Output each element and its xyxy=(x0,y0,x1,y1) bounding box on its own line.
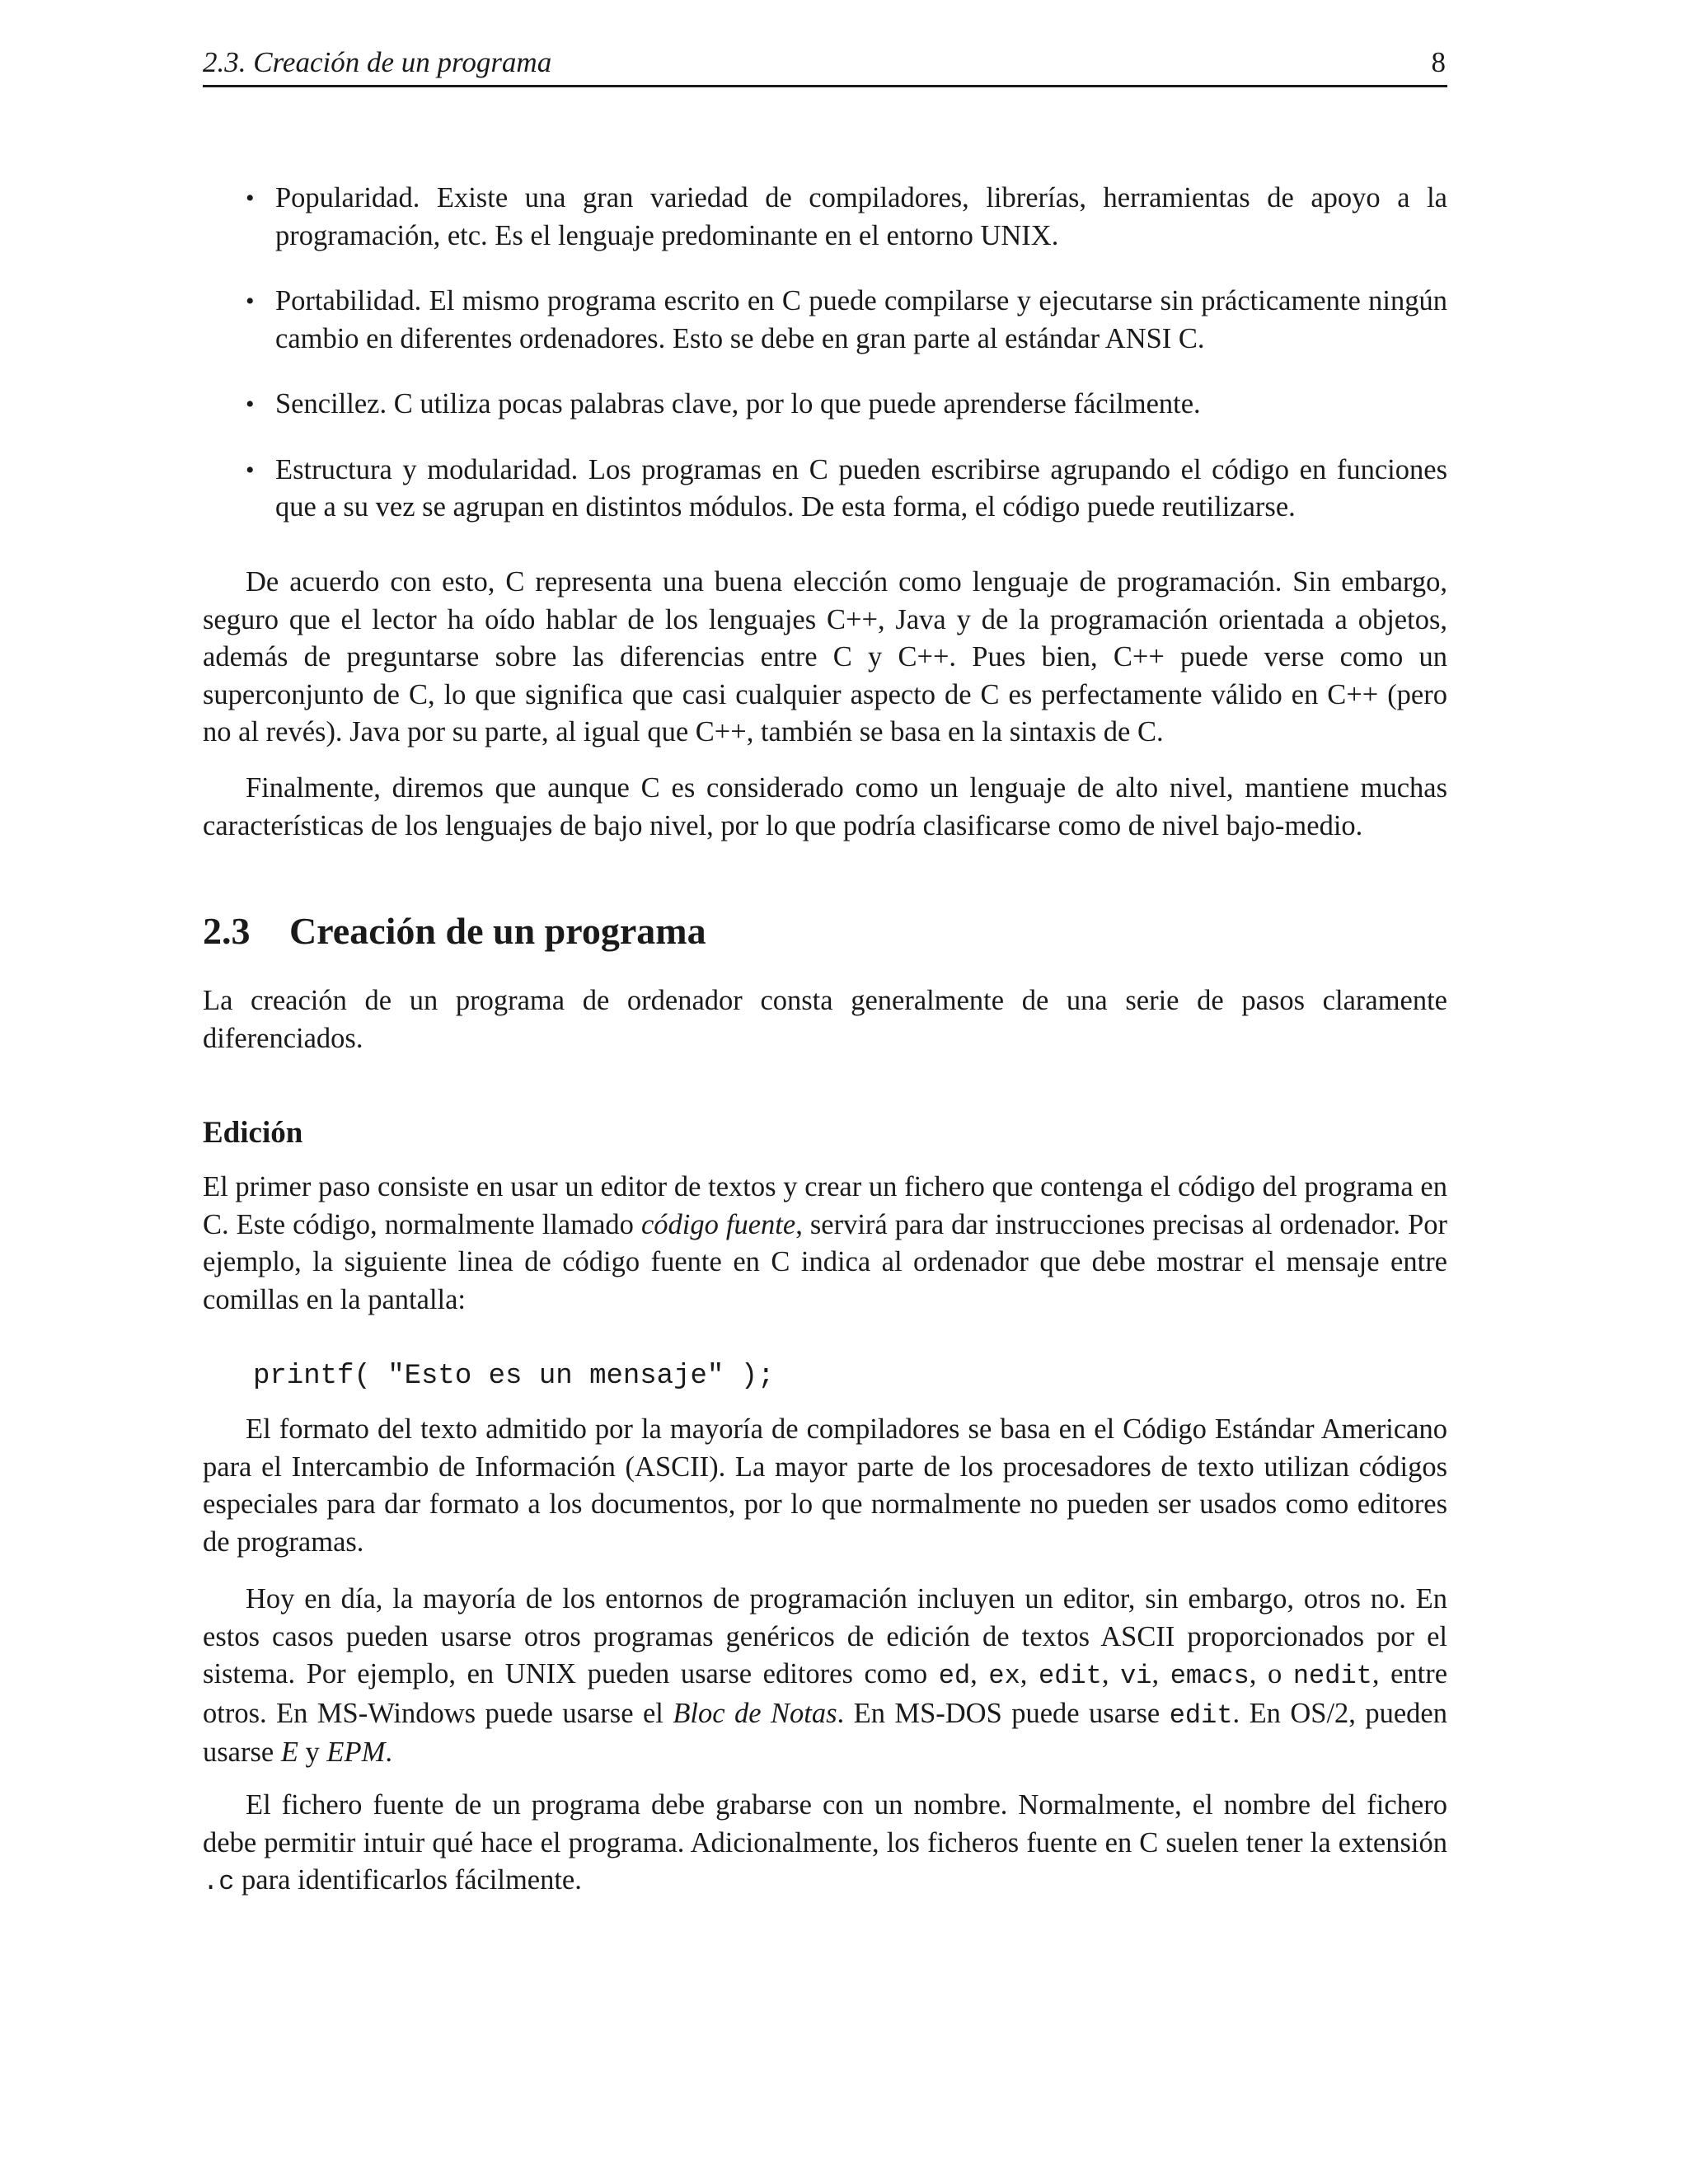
code-term: emacs xyxy=(1170,1661,1250,1691)
list-item-text: Popularidad. Existe una gran variedad de compiladores, librerías, herramientas de apoyo a la programación, etc. Es el lenguaje predominante en el entorno UNIX. xyxy=(275,182,1447,251)
text-run: Hoy en día, la mayoría de los entornos de programación incluyen un editor, sin embargo, otros no. En estos casos pueden usarse otros programas genéricos de edición de textos ASCII proporcionados por el sistema. Por ejemplo, en UNIX pueden usarse editores como xyxy=(203,1583,1447,1690)
text-run: El fichero fuente de un programa debe grabarse con un nombre. Normalmente, el nombre del fichero debe permitir intuir qué hace el programa. Adicionalmente, los ficheros fuente en C suelen tener la extensión xyxy=(203,1789,1447,1858)
text-run: . En MS-DOS puede usarse xyxy=(837,1697,1170,1729)
list-item xyxy=(247,386,1447,424)
emphasis-term: Bloc de Notas xyxy=(673,1697,837,1729)
code-term: edit xyxy=(1169,1699,1233,1731)
code-term: vi xyxy=(1120,1661,1152,1691)
paragraph-c-level: Finalmente, diremos que aunque C es considerado como un lenguaje de alto nivel, mantiene muchas características de los lenguajes de bajo nivel, por lo que podría clasificarse como de nivel bajo-medio. xyxy=(203,772,1447,841)
page-header xyxy=(203,43,1447,87)
text-run: , entre otros. En MS-Windows puede usarse el xyxy=(203,1658,1448,1729)
text-run: . xyxy=(385,1736,392,1768)
code-term: nedit xyxy=(1292,1661,1372,1691)
bullet-icon: • xyxy=(246,288,255,315)
section-title: Creación de un programa xyxy=(289,910,706,952)
section-number: 2.3 xyxy=(203,910,251,952)
code-term: ex xyxy=(988,1661,1020,1691)
list-item-text: Sencillez. C utiliza pocas palabras clave, por lo que puede aprenderse fácilmente. xyxy=(275,388,1201,419)
section-heading xyxy=(203,908,706,954)
bullet-icon: • xyxy=(246,456,255,484)
emphasis-term: EPM xyxy=(326,1736,386,1768)
text-run: para identificarlos fácilmente. xyxy=(234,1864,582,1896)
list-item xyxy=(247,180,1447,255)
paragraph-filename xyxy=(203,1787,1447,1901)
feature-list xyxy=(247,180,1447,555)
code-example: printf( "Esto es un mensaje" ); xyxy=(253,1361,775,1392)
section-intro: La creación de un programa de ordenador consta generalmente de una serie de pasos claramente diferenciados. xyxy=(203,985,1447,1054)
text-run: , xyxy=(1020,1658,1039,1690)
paragraph-ascii: El formato del texto admitido por la mayoría de compiladores se basa en el Código Estándar Americano para el Intercambio de Información (ASCII). La mayor parte de los procesadores de texto utilizan códigos especiales para dar formato a los documentos, por lo que normalmente no pueden ser usados como editores de programas. xyxy=(203,1413,1447,1558)
text-run: El primer paso consiste en usar un editor de textos y crear un fichero que contenga el código del programa en C. Este código, normalmente llamado xyxy=(203,1171,1447,1240)
text-run: , xyxy=(1151,1658,1170,1690)
text-run: , xyxy=(1101,1658,1121,1690)
bullet-icon: • xyxy=(246,391,255,418)
list-item-text: Portabilidad. El mismo programa escrito en C puede compilarse y ejecutarse sin prácticamente ningún cambio en diferentes ordenadores. Esto se debe en gran parte al estándar ANSI C. xyxy=(275,285,1447,354)
list-item xyxy=(247,283,1447,358)
text-run: y xyxy=(298,1736,327,1768)
text-run: . En OS/2, pueden usarse xyxy=(203,1697,1447,1768)
paragraph-editors xyxy=(203,1581,1447,1772)
paragraph-edit-intro xyxy=(203,1169,1447,1319)
page-number: 8 xyxy=(1431,46,1446,78)
list-item xyxy=(247,452,1447,527)
paragraph-c-choice: De acuerdo con esto, C representa una buena elección como lenguaje de programación. Sin embargo, seguro que el lector ha oído hablar de los lenguajes C++, Java y de la programación orientada a objetos, además de preguntarse sobre las diferencias entre C y C++. Pues bien, C++ puede verse como un superconjunto de C, lo que significa que casi cualquier aspecto de C es perfectamente válido en C++ (pero no al revés). Java por su parte, al igual que C++, también se basa en la sintaxis de C. xyxy=(203,566,1447,748)
code-term: ed xyxy=(938,1661,971,1691)
list-item-text: Estructura y modularidad. Los programas en C pueden escribirse agrupando el código en funciones que a su vez se agrupan en distintos módulos. De esta forma, el código puede reutilizarse. xyxy=(275,453,1447,523)
emphasis-term: código fuente xyxy=(640,1208,796,1240)
running-title: 2.3. Creación de un programa xyxy=(203,46,552,78)
text-run: , o xyxy=(1249,1658,1293,1690)
text-run: , xyxy=(970,1658,989,1690)
subsection-heading: Edición xyxy=(203,1116,303,1150)
code-term: .c xyxy=(203,1867,235,1897)
emphasis-term: E xyxy=(280,1736,298,1768)
bullet-icon: • xyxy=(246,185,255,212)
text-run: , servirá para dar instrucciones precisas al ordenador. Por ejemplo, la siguiente linea de código fuente en C indica al ordenador que debe mostrar el mensaje entre comillas en la pantalla: xyxy=(203,1208,1447,1315)
code-term: edit xyxy=(1039,1661,1102,1691)
